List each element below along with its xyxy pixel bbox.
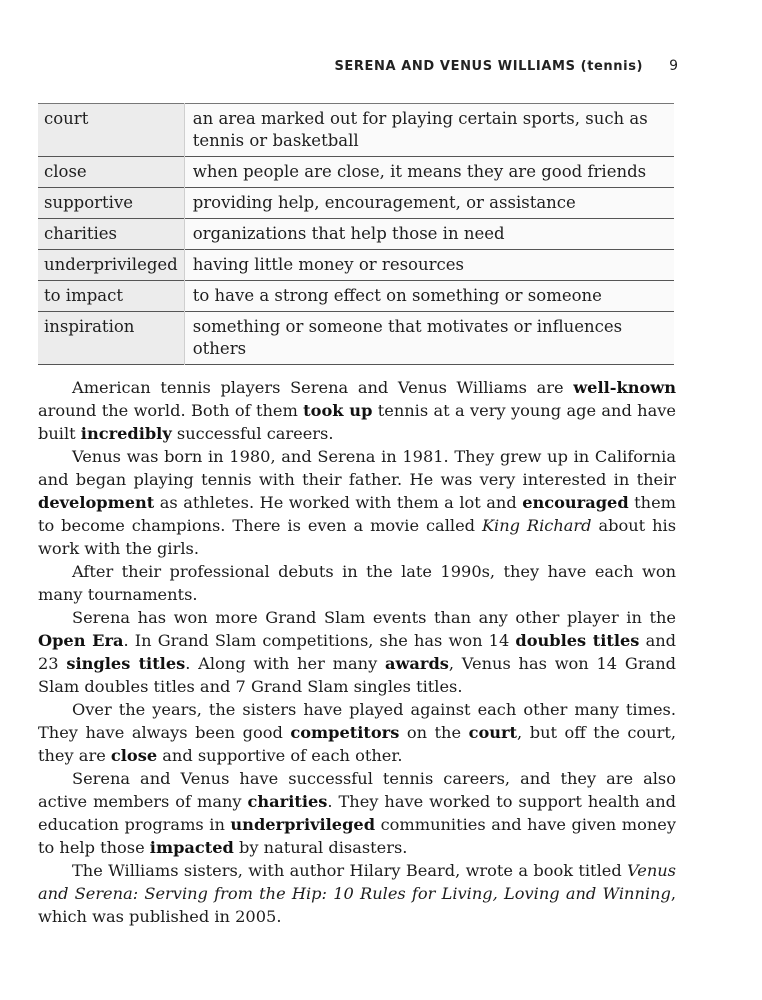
key-term: doubles titles	[515, 631, 640, 650]
vocabulary-definition: organizations that help those in need	[184, 219, 674, 250]
vocabulary-table	[38, 103, 674, 365]
key-term: encouraged	[522, 493, 629, 512]
text-run: successful careers.	[171, 424, 334, 443]
key-term: singles titles	[66, 654, 186, 673]
body-paragraph	[38, 767, 676, 859]
text-run: tennis at a very young age and have built	[38, 401, 676, 443]
key-term: took up	[303, 401, 373, 420]
text-run: . They have worked to support health and education programs in	[38, 792, 676, 834]
text-run: After their professional debuts in the late 1990s, they have each won many tournaments.	[38, 562, 676, 604]
vocabulary-term: court	[38, 104, 184, 157]
text-run: communities and have given money to help those	[38, 815, 676, 857]
text-run: , which was published in 2005.	[38, 884, 676, 926]
key-term: competitors	[290, 723, 400, 742]
vocabulary-definition: an area marked out for playing certain sports, such as tennis or basketball	[184, 104, 674, 157]
vocabulary-row	[38, 219, 674, 250]
key-term: underprivileged	[230, 815, 376, 834]
vocabulary-term: supportive	[38, 188, 184, 219]
key-term: Open Era	[38, 631, 124, 650]
vocabulary-row	[38, 312, 674, 365]
body-paragraph	[38, 376, 676, 445]
key-term: incredibly	[80, 424, 172, 443]
vocabulary-row	[38, 104, 674, 157]
text-run: about his work with the girls.	[38, 516, 677, 558]
text-run: and 23	[38, 631, 677, 673]
text-run: The Williams sisters, with author Hilary Beard, wrote a book titled	[72, 861, 628, 880]
key-term: charities	[247, 792, 328, 811]
key-term: development	[38, 493, 155, 512]
text-run: by natural disasters.	[233, 838, 408, 857]
text-run: around the world. Both of them	[38, 401, 304, 420]
vocabulary-row	[38, 157, 674, 188]
vocabulary-term: underprivileged	[38, 250, 184, 281]
text-run: . In Grand Slam competitions, she has won 14	[123, 631, 516, 650]
vocabulary-term: to impact	[38, 281, 184, 312]
text-run: . Along with her many	[185, 654, 385, 673]
vocabulary-definition: something or someone that motivates or influences others	[184, 312, 674, 365]
key-term: awards	[385, 654, 449, 673]
key-term: impacted	[149, 838, 234, 857]
vocabulary-definition: providing help, encouragement, or assistance	[184, 188, 674, 219]
running-head-title: SERENA AND VENUS WILLIAMS (tennis)	[334, 59, 644, 74]
text-run: , but off the court, they are	[38, 723, 676, 765]
vocabulary-term: inspiration	[38, 312, 184, 365]
vocabulary-row	[38, 250, 674, 281]
text-run: them to become champions. There is even a movie called	[38, 493, 676, 535]
article-body	[38, 376, 676, 928]
vocabulary-definition: when people are close, it means they are good friends	[184, 157, 674, 188]
text-run: , Venus has won 14 Grand Slam doubles titles and 7 Grand Slam singles titles.	[38, 654, 676, 696]
text-run: and supportive of each other.	[157, 746, 403, 765]
body-paragraph	[38, 606, 676, 698]
page-number: 9	[669, 58, 678, 74]
body-paragraph	[38, 560, 676, 606]
vocabulary-definition: having little money or resources	[184, 250, 674, 281]
body-paragraph	[38, 698, 676, 767]
text-run: on the	[399, 723, 469, 742]
italic-title: Venus and Serena: Serving from the Hip: 10 Rules for Living, Loving and Winning	[38, 861, 676, 903]
vocabulary-definition: to have a strong effect on something or someone	[184, 281, 674, 312]
vocabulary-term: charities	[38, 219, 184, 250]
key-term: well-known	[573, 378, 676, 397]
body-paragraph	[38, 445, 676, 560]
vocabulary-row	[38, 188, 674, 219]
text-run: Over the years, the sisters have played against each other many times. They have always been good	[38, 700, 676, 742]
text-run: as athletes. He worked with them a lot and	[154, 493, 523, 512]
text-run: American tennis players Serena and Venus Williams are	[72, 378, 574, 397]
text-run: Serena and Venus have successful tennis careers, and they are also active members of many	[38, 769, 676, 811]
running-header	[334, 58, 678, 74]
vocabulary-term: close	[38, 157, 184, 188]
key-term: court	[468, 723, 518, 742]
key-term: close	[110, 746, 158, 765]
italic-title: King Richard	[481, 516, 592, 535]
text-run: Serena has won more Grand Slam events than any other player in the	[72, 608, 676, 627]
text-run: Venus was born in 1980, and Serena in 1981. They grew up in California and began playing tennis with their father. He was very interested in their	[38, 447, 676, 489]
vocabulary-row	[38, 281, 674, 312]
body-paragraph	[38, 859, 676, 928]
